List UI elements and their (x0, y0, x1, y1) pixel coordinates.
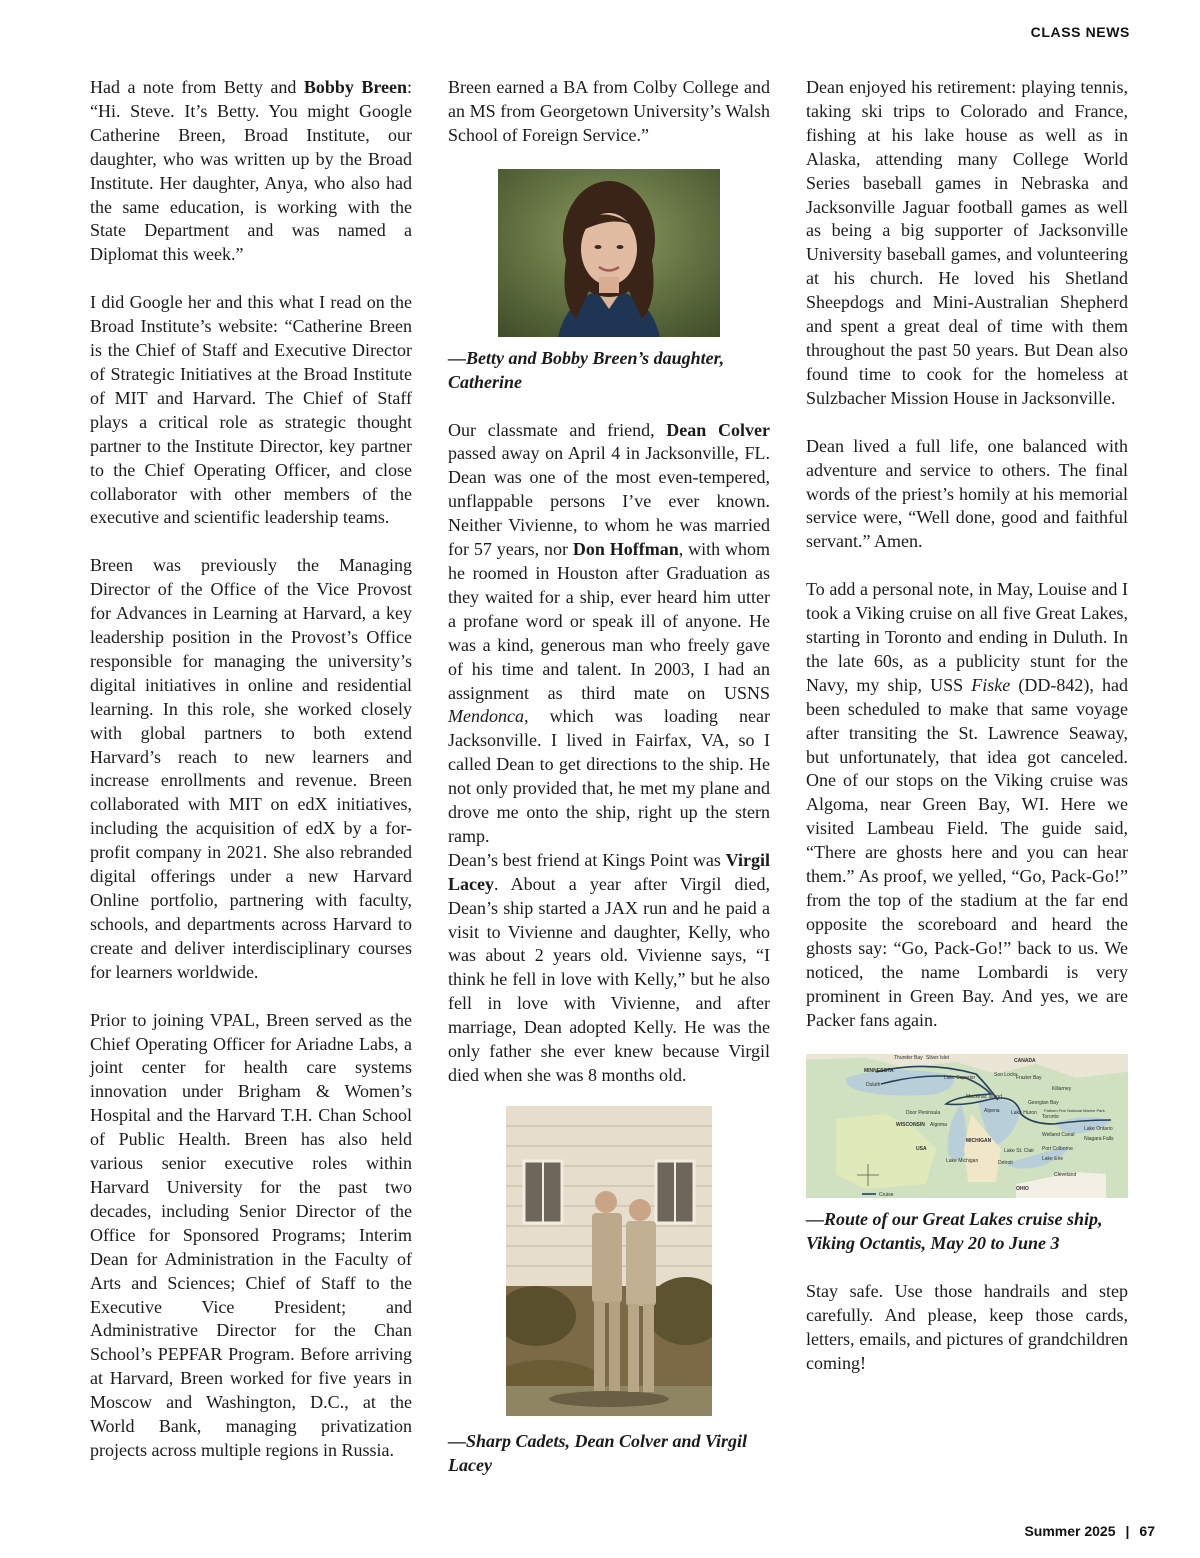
paragraph: Breen earned a BA from Colby College and an MS from Georgetown University’s Walsh School of Foreign Service.” (448, 77, 770, 145)
map-label: Lake St. Clair (1004, 1148, 1035, 1155)
map-label: Lake Michigan (946, 1158, 979, 1165)
map-label: Niagara Falls (1084, 1136, 1114, 1143)
photo-caption: —Sharp Cadets, Dean Colver and Virgil Lacey (448, 1430, 748, 1475)
paragraph: Dean lived a full life, one balanced with adventure and service to others. The final words of the priest’s homily at his memorial service were, “Well done, good and faithful servant.” Amen. (806, 435, 1128, 552)
paragraph: Prior to joining VPAL, Breen served as the Chief Operating Officer for Ariadne Labs, a joint center for health care systems innovation under Brigham & Women’s Hospital and the Harvard T.H. Chan School of Public Health. Breen has also held various senior executive roles within Harvard University for the past two decades, including Senior Director of the Office for Sponsored Programs; Interim Dean for Administration in the Faculty of Arts and Sciences; Chief of Staff to the Executive Vice President; and Administrative Director for the Chan School’s PEPFAR Program. Before arriving at Harvard, Breen worked for five years in Moscow and Washington, D.C., at the World Bank, managing privatization projects across multiple regions in Russia. (90, 1009, 412, 1460)
footer-separator: | (1125, 1523, 1130, 1539)
paragraph: Had a note from Betty and Bobby Breen: “Hi. Steve. It’s Betty. You might Google Catherine Breen, Broad Institute, our daughter, who was written up by the Broad Institute. Her daughter, Anya, who also had the same education, is working with the State Department and was named a Diplomat this week.” (90, 77, 412, 265)
photo-caption: —Betty and Bobby Breen’s daughter, Catherine (448, 347, 725, 392)
column-1 (90, 76, 412, 1487)
cadets-photo (506, 1106, 712, 1416)
page-footer (1024, 1523, 1155, 1539)
map-label: Killarney (1052, 1086, 1072, 1093)
photo-caption: —Route of our Great Lakes cruise ship, Viking Octantis, May 20 to June 3 (806, 1209, 1103, 1254)
map-label: OHIO (1016, 1186, 1029, 1193)
map-label: Algoma (930, 1122, 947, 1129)
great-lakes-route-map (806, 1054, 1128, 1198)
paragraph: Dean enjoyed his retirement: playing tennis, taking ski trips to Colorado and France, fishing at his lake house as well as in Alaska, attending many College World Series baseball games in Nebraska and Jacksonville Jaguar football games as well as being a big supporter of Jacksonville University baseball games, and volunteering at his church. He loved his Shetland Sheepdogs and Mini-Australian Shepherd and spent a great deal of time with them throughout the past 50 years. But Dean also found time to cook for the homeless at Sulzbacher Mission House in Jacksonville. (806, 77, 1128, 408)
map-label: Toronto (1042, 1114, 1059, 1121)
map-label: Alpena (984, 1108, 1000, 1115)
person-name: Bobby Breen (303, 77, 407, 97)
map-label: Fathom Five National Marine Park (1044, 1108, 1105, 1114)
map-label: Thunder Bay (894, 1055, 923, 1062)
column-3 (806, 76, 1128, 1400)
map-label: MICHIGAN (966, 1138, 992, 1145)
map-label: Soo Locks (994, 1072, 1018, 1079)
paragraph: Breen was previously the Managing Director of the Office of the Vice Provost for Advances in Learning at Harvard, a key leadership position in the Provost’s Office responsible for managing the university’s digital initiatives in online and residential learning. In this role, she worked closely with global partners to both extend Harvard’s reach to new learners and increase enrollments and revenue. Breen collaborated with MIT on edX initiatives, including the acquisition of edX by a for-profit company in 2021. She also rebranded digital offerings under a new Harvard Online portfolio, partnering with faculty, schools, and departments across Harvard to create and deliver interdisciplinary courses for learners worldwide. (90, 555, 412, 982)
map-label: Lake Erie (1042, 1156, 1064, 1163)
map-label: MINNESOTA (864, 1068, 894, 1075)
map-label: Lake Ontario (1084, 1126, 1113, 1133)
issue-label: Summer 2025 (1024, 1523, 1116, 1539)
paragraph: Stay safe. Use those handrails and step carefully. And please, keep those cards, letters, emails, and pictures of grandchildren coming! (806, 1281, 1128, 1373)
paragraph: I did Google her and this what I read on the Broad Institute’s website: “Catherine Breen is the Chief of Staff and Executive Director of Strategic Initiatives at the Broad Institute of MIT and Harvard. The Chief of Staff plays a critical role as strategic thought partner to the Institute Director, key partner to the Chief Operating Officer, and close collaborator with other members of the executive and scientific leadership teams. (90, 292, 412, 528)
map-label: Port Colborne (1042, 1146, 1073, 1153)
page-number: 67 (1139, 1523, 1155, 1539)
map-label: Duluth (866, 1082, 881, 1089)
person-name: Virgil Lacey (448, 849, 770, 894)
ship-name: Mendonca, (448, 706, 529, 727)
map-label: Silver Islet (926, 1055, 950, 1062)
map-label: Cleveland (1054, 1172, 1077, 1179)
paragraph: Our classmate and friend, Dean Colver passed away on April 4 in Jacksonville, FL. Dean was one of the most even-tempered, unflappable persons I’ve ever known. Neither Vivienne, to whom he was married for 57 years, nor Don Hoffman, with whom he roomed in Houston after Graduation as they waited for a ship, ever heard him utter a profane word or speak ill of anyone. He was a kind, generous man who freely gave of his time and talent. In 2003, I had an assignment as third mate on USNS Mendonca, which was loading near Jacksonville. I lived in Fairfax, VA, so I called Dean to get directions to the ship. He not only provided that, he met my plane and drove me onto the ship, right up the stern ramp. (448, 419, 770, 846)
column-2 (448, 76, 770, 1502)
paragraph: Dean’s best friend at Kings Point was Virgil Lacey. About a year after Virgil died, Dean’s ship started a JAX run and he paid a visit to Vivienne and daughter, Kelly, who was about 2 years old. Vivienne says, “I think he fell in love with Kelly,” but he also fell in love with Vivienne, and after marriage, Dean adopted Kelly. He was the only father she ever knew because Virgil died when she was 8 months old. (448, 849, 770, 1085)
person-name: Dean Colver (666, 419, 770, 440)
portrait-photo (498, 169, 720, 337)
map-label: WISCONSIN (896, 1122, 925, 1129)
legend-label: Cruise (879, 1192, 894, 1199)
paragraph: To add a personal note, in May, Louise and I took a Viking cruise on all five Great Lakes, starting in Toronto and ending in Duluth. In the late 60s, as a publicity stunt for the Navy, my ship, USS Fiske (DD-842), had been scheduled to make that same voyage after transiting the St. Lawrence Seaway, but unfortunately, that idea got canceled. One of our stops on the Viking cruise was Algoma, near Green Bay, WI. Here we visited Lambeau Field. The guide said, “There are ghosts here and you can hear them.” As proof, we yelled, “Go, Pack-Go!” from the top of the stadium at the far end opposite the scoreboard and heard the ghosts say: “Go, Pack-Go!” back to us. We noticed, the name Lombardi is very prominent in Green Bay. And yes, we are Packer fans again. (806, 579, 1128, 1030)
map-label: Mackinac Island (966, 1094, 1002, 1101)
map-label: Georgian Bay (1028, 1100, 1059, 1107)
section-label: CLASS NEWS (1030, 24, 1130, 40)
map-label: Detroit (998, 1160, 1013, 1167)
map-label: Door Peninsula (906, 1110, 941, 1117)
ship-name: Fiske (971, 674, 1011, 695)
map-label: Welland Canal (1042, 1132, 1075, 1139)
person-name: Don Hoffman (572, 539, 679, 560)
map-label: USA (916, 1146, 927, 1153)
map-label: Lake Superior (944, 1075, 976, 1082)
map-label: CANADA (1014, 1058, 1036, 1065)
map-label: Frazier Bay (1016, 1075, 1042, 1082)
map-label: Lake Huron (1011, 1110, 1037, 1117)
